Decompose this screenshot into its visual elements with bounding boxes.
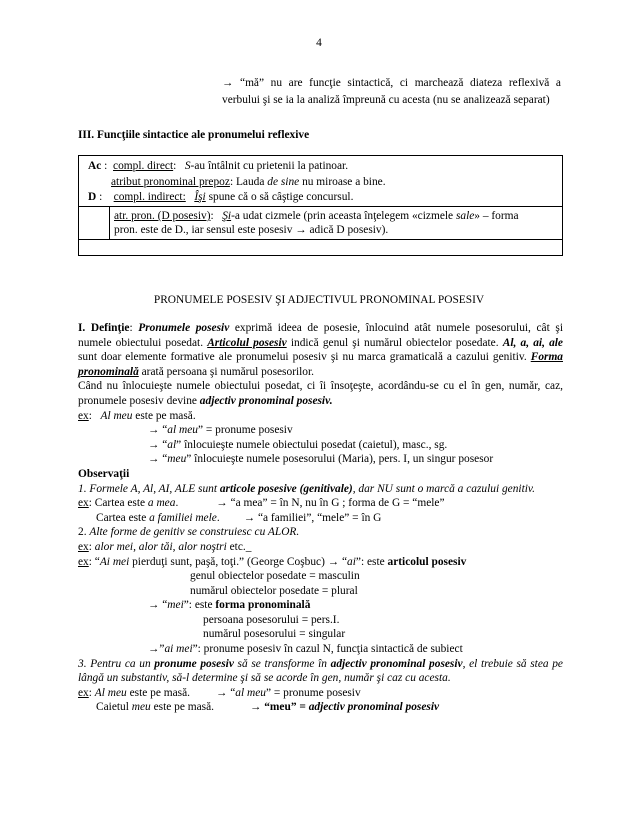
note-text: “mă” nu are funcţie sintactică, ci marchează diateza reflexivă a verbului şi se ia la analiză împreună cu acesta (nu se analizează separat)	[222, 77, 561, 106]
example-analysis-line: → “al” înlocuieşte numele obiectului posedat (caietul), masc., sg.	[148, 438, 448, 451]
example-line: ex: Al meu este pe masă.	[78, 409, 196, 422]
example-line: Caietul meu este pe masă. → “meu” = adjectiv pronominal posesiv	[96, 701, 440, 714]
reflexive-note	[222, 75, 561, 108]
table-row-divider	[79, 239, 562, 240]
example-line: ex: “Ai mei pierduţi sunt, paşă, toţi.” (George Coşbuc) → “ai”: este articolul posesiv	[78, 555, 467, 568]
arrow: →	[222, 77, 234, 89]
observations-title: Observaţii	[78, 467, 130, 480]
section-title-reflexive: III. Funcţiile sintactice ale pronumelui reflexive	[78, 129, 310, 141]
observation-3: 3. Pentru ca un pronume posesiv să se transforme în adjectiv pronominal posesiv, el trebuie să stea pe lângă un substantiv, să-l determine şi să se acorde în gen, număr şi caz cu acesta.	[78, 657, 563, 685]
observation-2: 2. Alte forme de genitiv se construiesc cu ALOR.	[78, 526, 300, 539]
analysis-line: →”ai mei”: pronume posesiv în cazul N, funcţia sintactică de subiect	[148, 643, 463, 656]
syntactic-functions-table	[78, 155, 563, 256]
example-line: ex: Al meu este pe masă. → “al meu” = pronume posesiv	[78, 686, 361, 699]
page-number: 4	[316, 37, 322, 49]
analysis-line: → “mei”: este forma pronominală	[148, 599, 311, 612]
function-prepositional-attribute: atribut pronominal prepoz	[111, 176, 230, 188]
function-indirect-object: compl. indirect:	[113, 191, 186, 203]
table-column-divider	[109, 206, 110, 239]
definition-paragraph: I. Definţie: Pronumele posesiv exprimă ideea de posesie, înlocuind atât numele posesorului, cât şi numele obiectului posedat. Articolul posesiv indică genul şi numărul obiectelor posedate. Al, a, ai, ale sunt doar elemente formative ale pronumelui posesiv şi nu marca gramaticală a cazului genitiv. Forma pronominală arată persoana şi numărul posesorilor.	[78, 322, 563, 378]
analysis-line: genul obiectelor posedate = masculin	[190, 570, 360, 583]
analysis-line: numărul obiectelor posedate = plural	[190, 584, 358, 597]
observation-1: 1. Formele A, Al, AI, ALE sunt articole posesive (genitivale), dar NU sunt o marcă a cazului genitiv.	[78, 482, 535, 495]
analysis-line: persoana posesorului = pers.I.	[203, 613, 340, 626]
table-line-ac: Ac : compl. direct: S-au întâlnit cu prietenii la patinoar.	[88, 160, 349, 172]
body-text	[78, 321, 563, 715]
table-line-attribute: atribut pronominal prepoz: Lauda de sine nu miroase a bine.	[111, 176, 386, 188]
example-analysis-line: → “al meu” = pronume posesiv	[148, 424, 293, 437]
adjective-paragraph: Când nu înlocuieşte numele obiectului posedat, ci îi însoţeşte, acordându-se cu el în gen, număr, caz, pronumele posesiv devine adjectiv pronominal posesiv.	[78, 380, 563, 407]
case-label-d: D	[88, 191, 97, 203]
analysis-line: numărul posesorului = singular	[203, 628, 346, 641]
example-line: Cartea este a familiei mele. → “a familiei”, “mele” = în G	[96, 511, 382, 524]
chapter-heading: PRONUMELE POSESIV ŞI ADJECTIVUL PRONOMINAL POSESIV	[153, 294, 485, 306]
example-line: ex: Cartea este a mea. → “a mea” = în N, nu în G ; forma de G = “mele”	[78, 497, 445, 510]
function-direct-object: compl. direct	[113, 160, 174, 172]
table-line-d: D : compl. indirect: Îşi spune că o să câştige concursul.	[88, 191, 354, 203]
example-analysis-line: → “meu” înlocuieşte numele posesorului (Maria), pers. I, un singur posesor	[148, 453, 494, 466]
function-possessive-attribute: atr. pron. (D posesiv)	[114, 210, 211, 222]
example-line: ex: alor mei, alor tăi, alor noştri etc._	[78, 540, 252, 553]
case-label-ac: Ac	[88, 160, 102, 172]
table-line-possessive-attr: atr. pron. (D posesiv): Şi-a udat cizmele (prin aceasta înţelegem «cizmele sale» – forma	[114, 210, 519, 222]
table-line-possessive-attr-2: pron. este de D., iar sensul este posesiv → adică D posesiv).	[114, 224, 389, 236]
table-row-main	[79, 156, 562, 207]
